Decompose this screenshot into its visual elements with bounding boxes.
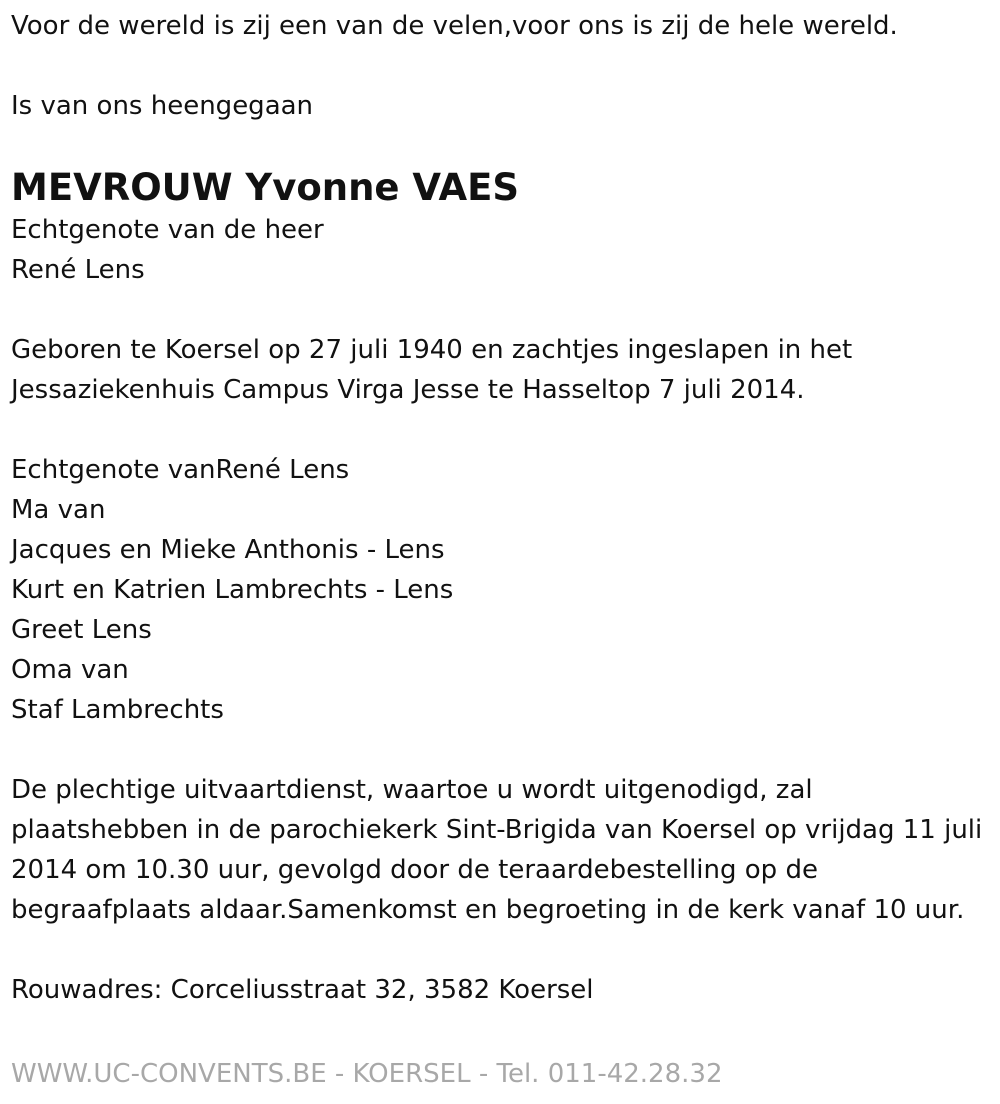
spacer [11,730,996,770]
spacer [11,930,996,970]
funeral-line: plaatshebben in de parochiekerk Sint-Brigida van Koersel op vrijdag 11 juli [11,815,983,845]
spacer [11,46,996,86]
family-line: Ma van [11,495,106,525]
spacer [11,290,996,330]
footer-phone: Tel. 011-42.28.32 [496,1059,723,1089]
deceased-name: MEVROUW Yvonne VAES [11,166,520,209]
mourning-address: Rouwadres: Corceliusstraat 32, 3582 Koersel [11,975,594,1005]
footer-town: KOERSEL [352,1059,471,1089]
website-link[interactable]: WWW.UC-CONVENTS.BE [11,1059,327,1089]
family-line: Greet Lens [11,615,152,645]
birth-death-line: Jessaziekenhuis Campus Virga Jesse te Hasseltop 7 juli 2014. [11,375,805,405]
spacer [11,410,996,450]
family-line: Staf Lambrechts [11,695,224,725]
birth-death-line: Geboren te Koersel op 27 juli 1940 en zachtjes ingeslapen in het [11,335,853,365]
funeral-line: De plechtige uitvaartdienst, waartoe u wordt uitgenodigd, zal [11,775,813,805]
family-line: Echtgenote vanRené Lens [11,455,350,485]
motto: Voor de wereld is zij een van de velen,voor ons is zij de hele wereld. [11,11,898,41]
footer [11,1054,723,1094]
family-line: Jacques en Mieke Anthonis - Lens [11,535,445,565]
funeral-line: 2014 om 10.30 uur, gevolgd door de teraardebestelling op de [11,855,818,885]
family-line: Oma van [11,655,129,685]
spacer [11,126,996,166]
spouse-name: René Lens [11,255,145,285]
footer-separator: - [326,1059,353,1089]
footer-separator: - [470,1059,497,1089]
funeral-line: begraafplaats aldaar.Samenkomst en begroeting in de kerk vanaf 10 uur. [11,895,965,925]
family-line: Kurt en Katrien Lambrechts - Lens [11,575,454,605]
spouse-line: Echtgenote van de heer [11,215,324,245]
funeral-paragraph [11,770,996,930]
birth-death-paragraph [11,330,996,410]
obituary-notice [11,6,996,1010]
family-list [11,450,996,730]
announcement: Is van ons heengegaan [11,91,314,121]
